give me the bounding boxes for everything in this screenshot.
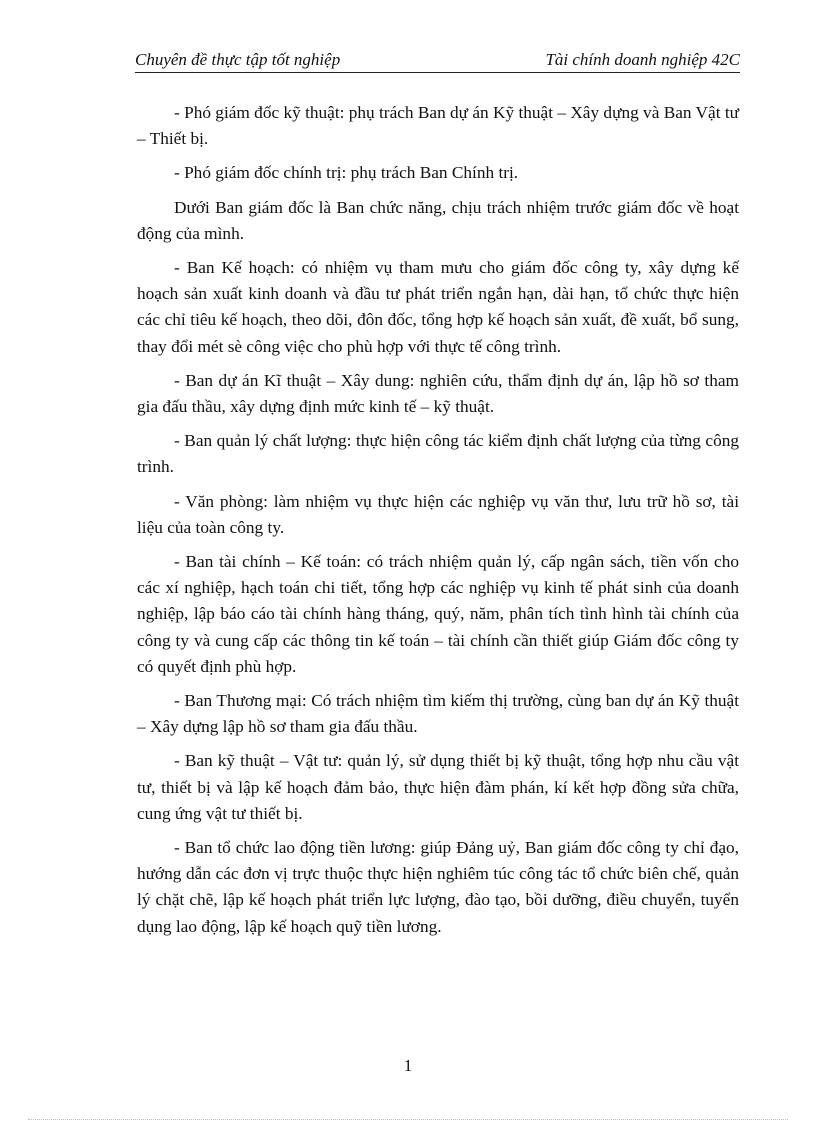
paragraph-quality-board: - Ban quản lý chất lượng: thực hiện công tác kiểm định chất lượng của từng công trình. xyxy=(137,431,739,477)
paragraph-materials-board: - Ban kỹ thuật – Vật tư: quản lý, sử dụng thiết bị kỹ thuật, tổng hợp nhu cầu vật tư, thiết bị và lập kế hoạch đảm bảo, thực hiện đàm phán, kí kết hợp đồng sửa chữa, cung ứng vật tư thiết bị. xyxy=(137,751,739,823)
paragraph-project-board: - Ban dự án Kĩ thuật – Xây dung: nghiên cứu, thẩm định dự án, lập hồ sơ tham gia đấu thầu, xây dựng định mức kinh tế – kỹ thuật. xyxy=(137,370,739,417)
paragraph-functional-boards: Dưới Ban giám đốc là Ban chức năng, chịu trách nhiệm trước giám đốc về hoạt động của mình. xyxy=(137,197,739,243)
header-title-left: Chuyên đề thực tập tốt nghiệp xyxy=(135,50,341,69)
paragraph-trade-board: - Ban Thương mại: Có trách nhiệm tìm kiếm thị trường, cùng ban dự án Kỹ thuật – Xây dựng lập hồ sơ tham gia đấu thầu. xyxy=(137,691,739,737)
paragraph-labor-board: - Ban tổ chức lao động tiền lương: giúp Đảng uỷ, Ban giám đốc công ty chỉ đạo, hướng dẫn các đơn vị trực thuộc thực hiện nghiêm túc công tác tổ chức biên chế, quản lý chặt chẽ, lập kế hoạch phát triển lực lượng, đào tạo, bồi dưỡng, điều chuyển, tuyển dụng lao động, lập kế hoạch quỹ tiền lương. xyxy=(137,838,739,936)
page-header xyxy=(135,48,740,73)
paragraph-finance-board: - Ban tài chính – Kế toán: có trách nhiệm quản lý, cấp ngân sách, tiền vốn cho các xí nghiệp, hạch toán chi tiết, tổng hợp các nghiệp vụ kinh tế phát sinh của doanh nghiệp, lập báo cáo tài chính hàng tháng, quý, năm, phân tích tình hình tài chính của công ty và cung cấp các thông tin kế toán – tài chính cần thiết giúp Giám đốc công ty có quyết định phù hợp. xyxy=(137,552,739,676)
page-bottom-divider xyxy=(28,1119,788,1120)
document-body xyxy=(137,100,739,948)
paragraph-planning-board: - Ban Kế hoạch: có nhiệm vụ tham mưu cho giám đốc công ty, xây dựng kế hoạch sản xuất kinh doanh và đầu tư phát triển ngắn hạn, dài hạn, tổ chức thực hiện các chỉ tiêu kế hoạch, theo dõi, đôn đốc, tổng hợp kế hoạch sản xuất, đề xuất, bổ sung, thay đổi mét sè công việc cho phù hợp với thực tế công trình. xyxy=(137,258,739,356)
paragraph-political-deputy: - Phó giám đốc chính trị: phụ trách Ban Chính trị. xyxy=(174,163,519,183)
paragraph-technical-deputy: - Phó giám đốc kỹ thuật: phụ trách Ban dự án Kỹ thuật – Xây dựng và Ban Vật tư – Thiết bị. xyxy=(137,103,739,149)
page-number: 1 xyxy=(403,1056,413,1075)
paragraph-office: - Văn phòng: làm nhiệm vụ thực hiện các nghiệp vụ văn thư, lưu trữ hồ sơ, tài liệu của toàn công ty. xyxy=(137,491,739,537)
header-title-right: Tài chính doanh nghiệp 42C xyxy=(545,50,740,69)
